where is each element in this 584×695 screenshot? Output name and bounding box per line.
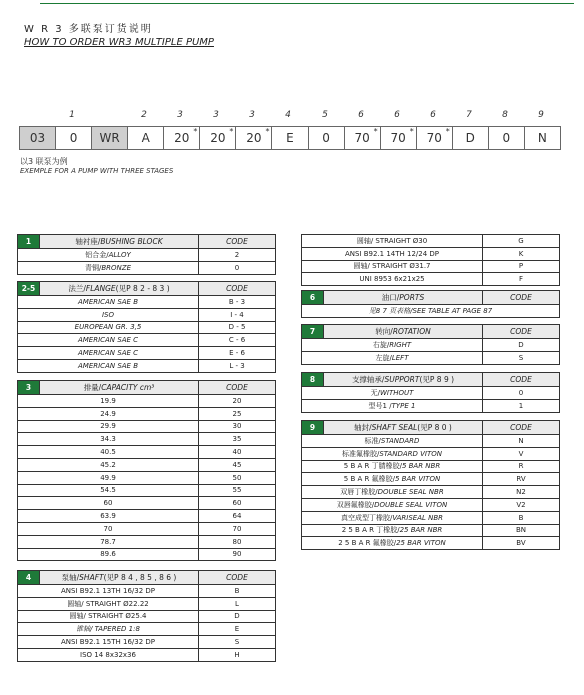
- table-row: AMERICAN SAE B L - 3: [18, 359, 276, 372]
- section-number: 3: [18, 381, 40, 395]
- code-value: N: [537, 131, 547, 145]
- code-cell: [20, 127, 56, 149]
- code-value: 03: [29, 131, 46, 145]
- table-row: 双唇丁橡胶/DOUBLE SEAL NBR N2: [302, 486, 560, 499]
- code-cell: [128, 127, 164, 149]
- table-support: [301, 372, 560, 413]
- page-title-cn: W R 3 多联泵订货说明: [24, 24, 153, 35]
- section-number: 8: [302, 373, 324, 387]
- table-row: 70 70: [18, 522, 276, 535]
- table-row: ISO I - 4: [18, 308, 276, 321]
- code-header: CODE: [199, 381, 276, 395]
- table-row: 青铜/BRONZE 0: [18, 261, 276, 274]
- section-number: 7: [302, 325, 324, 339]
- table-row: 铝合金/ALLOY 2: [18, 249, 276, 262]
- code-value: 0: [502, 131, 511, 145]
- position-label: 9: [538, 110, 544, 120]
- table-row: UNI 8953 6x21x25 F: [302, 273, 560, 286]
- table-row: 89.6 90: [18, 548, 276, 561]
- code-header: CODE: [483, 325, 560, 339]
- code-cell: [164, 127, 200, 149]
- code-value: A: [141, 131, 150, 145]
- table-row: 无/WITHOUT 0: [302, 387, 560, 400]
- code-header: CODE: [199, 282, 276, 296]
- table-row: ISO 14 8x32x36 H: [18, 648, 276, 661]
- table-row: 2 5 B A R 丁橡胶/25 BAR NBR BN: [302, 524, 560, 537]
- section-number: 9: [302, 421, 324, 435]
- order-code-example: [19, 126, 561, 150]
- table-row: 19.9 20: [18, 395, 276, 408]
- code-header: CODE: [199, 235, 276, 249]
- position-label: 7: [466, 110, 472, 120]
- code-cell: [417, 127, 453, 149]
- code-cell: [200, 127, 236, 149]
- code-value: WR: [99, 131, 120, 145]
- code-header: CODE: [483, 421, 560, 435]
- code-value: 20: [246, 131, 262, 145]
- table-row: EUROPEAN GR. 3,5 D - 5: [18, 321, 276, 334]
- code-value: 70: [354, 131, 370, 145]
- code-cell: [272, 127, 308, 149]
- star-mark: *: [409, 127, 414, 136]
- table-row: 锥轴/ TAPERED 1:8 E: [18, 623, 276, 636]
- page-title-en: HOW TO ORDER WR3 MULTIPLE PUMP: [24, 37, 214, 48]
- code-value: 70: [426, 131, 442, 145]
- table-shaft: [17, 570, 276, 662]
- position-label: 1: [69, 110, 75, 120]
- table-row: 60 60: [18, 497, 276, 510]
- table-row: 34.3 35: [18, 433, 276, 446]
- code-cell: [309, 127, 345, 149]
- table-row: 49.9 50: [18, 471, 276, 484]
- table-row: ANSI B92.1 14TH 12/24 DP K: [302, 247, 560, 260]
- star-mark: *: [229, 127, 234, 136]
- position-label: 2: [141, 110, 147, 120]
- code-value: 20: [210, 131, 226, 145]
- table-row: 圆轴/ STRAIGHT Ø25.4 D: [18, 610, 276, 623]
- code-value: 0: [322, 131, 330, 145]
- table-bushing-block: [17, 234, 276, 275]
- table-row: 圆轴/ STRAIGHT Ø31.7 P: [302, 260, 560, 273]
- table-row: 标准氟橡胶/STANDARD VITON V: [302, 447, 560, 460]
- table-row: 2 5 B A R 氟橡胶/25 BAR VITON BV: [302, 537, 560, 550]
- code-value: E: [286, 131, 294, 145]
- table-row: 5 B A R 丁腈橡胶/5 BAR NBR R: [302, 460, 560, 473]
- table-row: AMERICAN SAE C E - 6: [18, 347, 276, 360]
- table-row: AMERICAN SAE C C - 6: [18, 334, 276, 347]
- code-header: CODE: [199, 571, 276, 585]
- position-label: 3: [249, 110, 255, 120]
- section-title: 轴封/SHAFT SEAL(见P 8 0 ): [324, 421, 483, 435]
- table-flange: [17, 281, 276, 373]
- section-number: 4: [18, 571, 40, 585]
- position-label: 8: [502, 110, 508, 120]
- position-label: 3: [177, 110, 183, 120]
- position-numbers: [19, 110, 561, 122]
- code-header: CODE: [483, 373, 560, 387]
- table-row: 78.7 80: [18, 535, 276, 548]
- section-number: 2-5: [18, 282, 40, 296]
- table-row: 右旋/RIGHT D: [302, 339, 560, 352]
- table-ports: [301, 290, 560, 318]
- section-number: 1: [18, 235, 40, 249]
- table-row: ANSI B92.1 13TH 16/32 DP B: [18, 585, 276, 598]
- table-row: 45.2 45: [18, 458, 276, 471]
- table-row: 24.9 25: [18, 407, 276, 420]
- section-title: 排量/CAPACITY cm³: [40, 381, 199, 395]
- code-cell: [56, 127, 92, 149]
- table-row: AMERICAN SAE B B - 3: [18, 296, 276, 309]
- table-row: 29.9 30: [18, 420, 276, 433]
- section-title: 油口/PORTS: [324, 291, 483, 305]
- star-mark: *: [445, 127, 450, 136]
- table-row: 63.9 64: [18, 510, 276, 523]
- code-cell: [489, 127, 525, 149]
- section-number: 6: [302, 291, 324, 305]
- top-rule: [0, 0, 584, 6]
- table-row: 5 B A R 氟橡胶/5 BAR VITON RV: [302, 473, 560, 486]
- table-row: 双唇氟橡胶/DOUBLE SEAL VITON V2: [302, 498, 560, 511]
- code-value: 70: [390, 131, 406, 145]
- table-row: ANSI B92.1 15TH 16/32 DP S: [18, 636, 276, 649]
- code-header: CODE: [483, 291, 560, 305]
- table-row: 左旋/LEFT S: [302, 351, 560, 364]
- position-label: 5: [322, 110, 328, 120]
- code-cell: [525, 127, 560, 149]
- section-title: 转向/ROTATION: [324, 325, 483, 339]
- star-mark: *: [373, 127, 378, 136]
- table-row: 54.5 55: [18, 484, 276, 497]
- position-label: 6: [358, 110, 364, 120]
- example-caption-cn: 以3 联泵为例: [20, 157, 68, 166]
- table-rotation: [301, 324, 560, 365]
- code-value: 20: [174, 131, 190, 145]
- section-title: 法兰/FLANGE(见P 8 2 - 8 3 ): [40, 282, 199, 296]
- table-row: 40.5 40: [18, 446, 276, 459]
- section-title: 泵轴/SHAFT(见P 8 4 , 8 5 , 8 6 ): [40, 571, 199, 585]
- position-label: 4: [285, 110, 291, 120]
- star-mark: *: [265, 127, 270, 136]
- table-row: 真空成型丁橡胶/VARISEAL NBR B: [302, 511, 560, 524]
- table-row: 圆轴/ STRAIGHT Ø30 G: [302, 235, 560, 248]
- section-title: 支撑轴承/SUPPORT(见P 8 9 ): [324, 373, 483, 387]
- code-value: 0: [69, 131, 78, 145]
- table-shaft-seal: [301, 420, 560, 550]
- section-title: 轴衬座/BUSHING BLOCK: [40, 235, 199, 249]
- code-value: D: [465, 131, 475, 145]
- position-label: 3: [213, 110, 219, 120]
- code-cell: [381, 127, 417, 149]
- code-cell: [236, 127, 272, 149]
- star-mark: *: [193, 127, 198, 136]
- table-row: 圆轴/ STRAIGHT Ø22.22 L: [18, 597, 276, 610]
- table-capacity: [17, 380, 276, 561]
- code-cell: [92, 127, 128, 149]
- table-shaft-continued: [301, 234, 560, 286]
- code-cell: [345, 127, 381, 149]
- table-row: 见8 7 页表格/SEE TABLE AT PAGE 87: [302, 305, 560, 318]
- example-caption-en: EXEMPLE FOR A PUMP WITH THREE STAGES: [20, 167, 174, 175]
- position-label: 6: [394, 110, 400, 120]
- table-row: 标准/STANDARD N: [302, 435, 560, 448]
- table-row: 型号1 /TYPE 1 1: [302, 399, 560, 412]
- code-cell: [453, 127, 489, 149]
- position-label: 6: [430, 110, 436, 120]
